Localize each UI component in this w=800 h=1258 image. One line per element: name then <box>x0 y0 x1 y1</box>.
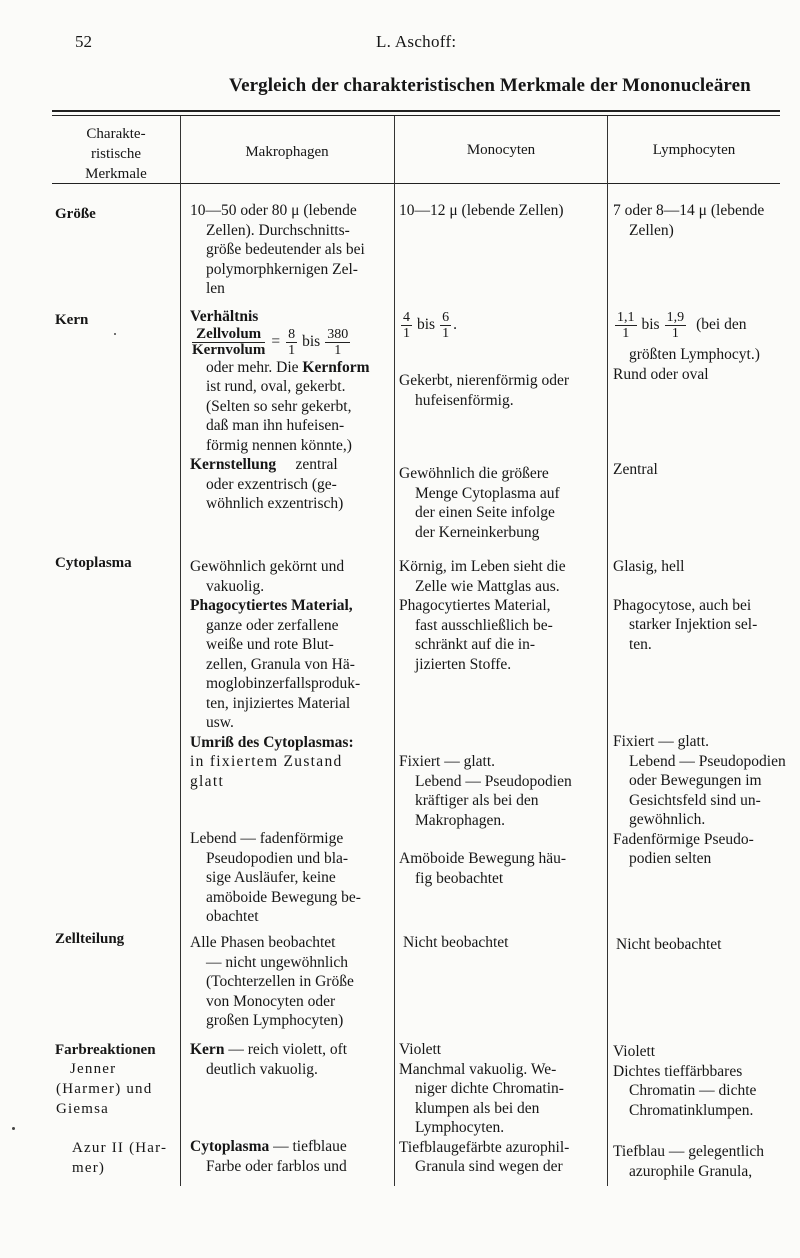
text-line: Pseudopodien und bla- <box>206 849 349 867</box>
column-divider <box>394 116 395 1186</box>
column-divider <box>180 116 181 1186</box>
kern-ratio-formula <box>190 327 390 358</box>
makro-farb-kern-bold: Kern <box>190 1041 225 1058</box>
cell-farb-makrophagen <box>190 1040 390 1176</box>
text-line: größe bedeutender als bei <box>206 241 365 258</box>
fraction-den: 1 <box>403 325 410 341</box>
header-merkmale-line: Merkmale <box>85 166 147 182</box>
makro-cyto-b <box>190 616 390 733</box>
column-divider <box>607 116 608 1186</box>
text-line: len <box>206 280 225 297</box>
makro-farb-2 <box>190 1157 390 1177</box>
text-line: fast ausschließlich be- <box>415 616 553 634</box>
text-line: fig beobachtet <box>415 869 504 887</box>
lymph-cyto-b <box>613 596 791 655</box>
text-line: moglobinzerfallsproduk- <box>206 675 361 692</box>
row-label-farbreaktionen: Farbreaktionen <box>55 1042 156 1058</box>
bis-word: bis <box>302 333 321 351</box>
fraction-num: 1,9 <box>666 309 685 325</box>
text-line: vakuolig. <box>206 577 265 595</box>
fraction-den: 1 <box>334 342 342 358</box>
text-line: azurophile Granula, <box>629 1162 753 1180</box>
header-makrophagen: Makrophagen <box>245 144 329 160</box>
fraction-den: 1 <box>442 325 450 341</box>
text-line: ten. <box>629 635 652 653</box>
mono-cyto-b <box>399 596 604 674</box>
cell-groesse-lymphocyten <box>613 201 788 240</box>
fraction <box>665 310 687 341</box>
lymph-cyto-a <box>613 557 791 577</box>
cell-zellteilung-lymphocyten <box>616 935 786 955</box>
text-line: Fixiert — glatt. <box>399 753 496 770</box>
running-head: L. Aschoff: <box>376 32 457 51</box>
text-line: weiße und rote Blut- <box>206 636 334 653</box>
cell-kern-makrophagen <box>190 307 390 514</box>
fraction-num: 380 <box>327 326 349 342</box>
text-line: oder exzentrisch (ge- <box>206 475 337 493</box>
top-rule-thin <box>52 115 780 116</box>
print-speck <box>12 1127 15 1130</box>
mono-cyto-c <box>399 752 604 830</box>
text-line: starker Injektion sel- <box>629 616 758 633</box>
text-line: mer) <box>72 1160 106 1176</box>
lymph-farb-1 <box>613 1042 791 1120</box>
text-line: Zelle wie Mattglas aus. <box>415 577 560 595</box>
text-line: jizierten Stoffe. <box>415 655 512 673</box>
text-line: Jenner <box>70 1061 117 1077</box>
text-line: niger dichte Chromatin- <box>415 1080 564 1097</box>
fraction-den: 1 <box>622 325 630 341</box>
header-merkmale-line: Charakte- <box>86 126 146 142</box>
ratio-numerator: Zellvolum <box>192 327 265 343</box>
text-line: Lebend — Pseudopodien <box>415 772 572 790</box>
mono-cyto-a <box>399 557 604 596</box>
makro-farb-cyto-rest: — tiefblaue <box>269 1138 347 1155</box>
text-line: Rund oder oval <box>613 365 709 383</box>
text-line: hufeisenförmig. <box>415 391 514 409</box>
print-speck <box>114 333 116 335</box>
text-line: Tiefblaugefärbte azurophil- <box>399 1138 570 1156</box>
makro-cyto-c-head: Umriß des Cytoplasmas: <box>190 733 354 751</box>
cell-kern-monocyten <box>399 305 604 542</box>
text-line: Nicht beobachtet <box>403 934 509 951</box>
text-line: Menge Cytoplasma auf <box>415 484 560 502</box>
kernform-text <box>190 377 390 455</box>
table-title: Vergleich der charakteristischen Merkmale der Mononucleären <box>229 75 751 96</box>
lymph-kernstellung <box>613 460 788 480</box>
text-line: Giemsa <box>56 1101 110 1117</box>
text-line: podien selten <box>629 850 712 867</box>
text-line: sige Ausläufer, keine <box>206 869 336 886</box>
fraction <box>325 327 350 358</box>
cell-groesse-makrophagen <box>190 201 390 299</box>
mono-farb-2 <box>399 1138 604 1177</box>
header-merkmale-line: ristische <box>91 146 141 162</box>
text-line: (Selten so sehr gekerbt, <box>206 397 352 415</box>
text-line: amöboide Bewegung be- <box>206 888 361 906</box>
text-line: ist rund, oval, gekerbt. <box>206 378 346 395</box>
row-label-kern: Kern <box>55 312 89 328</box>
cell-groesse-monocyten <box>399 201 604 221</box>
kernform-bold: Kernform <box>302 358 370 376</box>
text-line: (Harmer) und <box>56 1081 153 1097</box>
text-line: Farbe oder farblos und <box>206 1157 347 1175</box>
text-line: Chromatin — dichte <box>629 1082 757 1099</box>
fraction-num: 1,1 <box>617 309 635 325</box>
text-line: Tiefblau — gelegentlich <box>613 1143 764 1160</box>
text-line: Violett <box>399 1041 442 1058</box>
kernstellung-line <box>190 455 390 475</box>
text-line: Gesichtsfeld sind un- <box>629 791 761 809</box>
header-lymphocyten: Lymphocyten <box>652 142 736 158</box>
text-line: — nicht ungewöhnlich <box>206 953 349 971</box>
cell-kern-lymphocyten <box>613 305 788 480</box>
kernform-lead: oder mehr. Die <box>206 358 303 376</box>
text-line: Zellen). Durchschnitts- <box>206 221 350 239</box>
text-line: Gewöhnlich die größere <box>399 465 549 482</box>
text-line: Azur II (Har- <box>72 1140 168 1156</box>
cell-zellteilung-makrophagen <box>190 933 390 1031</box>
text-line: in fixiertem Zustand <box>190 753 343 770</box>
text-line: von Monocyten oder <box>206 992 336 1010</box>
text-line: usw. <box>206 714 234 731</box>
text-line: obachtet <box>206 908 259 925</box>
makro-cyto-b-head: Phagocytiertes Material, <box>190 597 353 614</box>
fraction-num: 8 <box>288 326 296 342</box>
fraction-num: 6 <box>442 309 450 325</box>
text-line: 7 oder 8—14 μ (lebende <box>613 202 765 219</box>
farb-sub-azur <box>72 1138 182 1178</box>
equals-sign: = <box>271 333 281 351</box>
fraction <box>401 310 412 341</box>
ratio-denominator: Kernvolum <box>192 341 266 358</box>
text-line: Alle Phasen beobachtet <box>190 934 336 951</box>
text-line: gewöhnlich. <box>629 811 706 828</box>
lymph-ratio <box>613 305 788 345</box>
makro-farb-1-head <box>190 1040 390 1060</box>
text-line: Körnig, im Leben sieht die <box>399 558 566 575</box>
text-line: Chromatinklumpen. <box>629 1101 754 1119</box>
kernstellung-text <box>190 475 390 514</box>
text-line: förmig nennen könnte,) <box>206 436 352 454</box>
header-merkmale <box>55 124 177 184</box>
cell-zellteilung-monocyten <box>403 933 603 953</box>
fraction-num: 4 <box>403 309 410 325</box>
text-line: Dichtes tieffärbbares <box>613 1062 743 1080</box>
text-line: Gekerbt, nierenförmig oder <box>399 372 570 389</box>
text-line: Glasig, hell <box>613 558 685 575</box>
lymph-ratio-tail: (bei den <box>696 316 747 334</box>
farb-sub-jenner <box>56 1059 178 1119</box>
text-line: ten, injiziertes Material <box>206 694 351 712</box>
text-line: Violett <box>613 1043 656 1060</box>
makro-cyto-a <box>190 557 390 596</box>
lymph-cyto-c <box>613 732 791 830</box>
row-label-groesse: Größe <box>55 206 96 222</box>
header-monocyten: Monocyten <box>466 142 536 158</box>
lymph-ratio-line2: größten Lymphocyt.) <box>629 346 760 363</box>
mono-farb-1 <box>399 1040 604 1138</box>
text-line: Phagocytose, auch bei <box>613 596 752 614</box>
text-line: Lymphocyten. <box>415 1119 505 1136</box>
text-line: zellen, Granula von Hä- <box>206 655 355 673</box>
lymph-kernform <box>613 365 788 385</box>
text-line: der Kerneinkerbung <box>415 523 540 541</box>
cell-farb-lymphocyten <box>613 1042 791 1181</box>
fraction <box>615 310 637 341</box>
row-label-zellteilung: Zellteilung <box>55 931 125 947</box>
text-line: daß man ihn hufeisen- <box>206 417 345 434</box>
text-line: Makrophagen. <box>415 811 505 829</box>
text-line: oder Bewegungen im <box>629 772 762 789</box>
mono-ratio: $\frac{4}{1}$ bis $\frac{6}{1}$ . <box>403 309 457 341</box>
makro-farb-kern-rest: — reich violett, oft <box>224 1041 348 1058</box>
volume-ratio <box>192 327 265 358</box>
top-rule <box>52 110 780 112</box>
text-line: polymorphkernigen Zel- <box>206 260 358 278</box>
kernform-line <box>190 358 390 378</box>
text-line: deutlich vakuolig. <box>206 1060 318 1078</box>
text-line: kräftiger als bei den <box>415 792 539 809</box>
fraction-den: 1 <box>671 325 679 341</box>
text-line: Zellen) <box>629 221 674 239</box>
text-line: Phagocytiertes Material, <box>399 597 551 614</box>
text-line: Manchmal vakuolig. We- <box>399 1060 557 1078</box>
text-line: glatt <box>190 772 225 790</box>
cell-cytoplasma-makrophagen <box>190 557 390 927</box>
text-line: Granula sind wegen der <box>415 1158 563 1175</box>
fraction <box>440 310 451 341</box>
text-line: 10—12 μ (lebende Zellen) <box>399 202 564 219</box>
page-number: 52 <box>75 32 92 51</box>
bis-word: bis <box>417 316 436 334</box>
text-line: Amöboide Bewegung häu- <box>399 850 567 867</box>
text-line: Gewöhnlich gekörnt und <box>190 558 345 575</box>
mono-cyto-d <box>399 849 604 888</box>
text-line: ganze oder zerfallene <box>206 616 339 634</box>
cell-farb-monocyten <box>399 1040 604 1177</box>
text-line: großen Lymphocyten) <box>206 1012 344 1029</box>
text-line: 10—50 oder 80 μ (lebende <box>190 202 357 219</box>
makro-farb-1 <box>190 1060 390 1080</box>
makro-farb-2-head <box>190 1137 390 1157</box>
text-line: der einen Seite infolge <box>415 504 555 521</box>
text-line: schränkt auf die in- <box>415 636 536 653</box>
text-line: klumpen als bei den <box>415 1099 540 1117</box>
row-label-cytoplasma: Cytoplasma <box>55 555 132 571</box>
text-line: Fixiert — glatt. <box>613 733 710 750</box>
text-line: wöhnlich exzentrisch) <box>206 495 344 512</box>
kernstellung-bold: Kernstellung <box>190 456 277 473</box>
text-line: (Tochterzellen in Größe <box>206 973 354 990</box>
makro-cyto-c <box>190 752 390 791</box>
fraction-den: 1 <box>288 342 296 358</box>
fraction <box>286 327 297 358</box>
text-line: Fadenförmige Pseudo- <box>613 830 754 848</box>
kern-ratio-label: Verhältnis <box>190 308 259 325</box>
lymph-farb-2 <box>613 1142 791 1181</box>
makro-farb-cyto-bold: Cytoplasma <box>190 1138 270 1155</box>
mono-kernform <box>399 371 604 410</box>
kernstellung-rest: zentral <box>295 456 338 473</box>
text-line: Nicht beobachtet <box>616 936 722 953</box>
text-line: Lebend — fadenförmige <box>190 830 344 847</box>
cell-cytoplasma-lymphocyten <box>613 557 791 869</box>
cell-cytoplasma-monocyten <box>399 557 604 888</box>
text-line: Lebend — Pseudopodien <box>629 752 786 770</box>
bis-word: bis <box>641 316 660 334</box>
mono-kernstellung <box>399 464 604 542</box>
text-line: Zentral <box>613 461 658 478</box>
makro-cyto-d <box>190 829 390 927</box>
lymph-cyto-d <box>613 830 791 869</box>
